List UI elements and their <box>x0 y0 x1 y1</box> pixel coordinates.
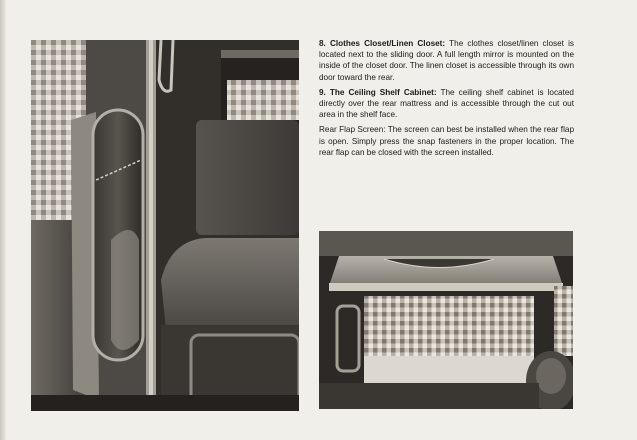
instruction-text <box>319 38 574 162</box>
paragraph-rear-flap <box>319 124 574 158</box>
paragraph-body: Rear Flap Screen: The screen can best be installed when the rear flap is open. Simply press the snap fasteners in the proper location. The rear flap can be closed with the screen installed. <box>319 125 574 157</box>
paragraph-body: The clothes closet/linen closet is located next to the sliding door. A full length mirror is mounted on the inside of the closet door. The linen closet is accessible through its own door toward the rear. <box>319 39 574 82</box>
paragraph-body: The ceiling shelf cabinet is located directly over the rear mattress and is accessible through the cut out area in the shelf face. <box>319 87 574 120</box>
paragraph-heading: 8. Clothes Closet/Linen Closet: <box>319 39 446 48</box>
paragraph-closet <box>319 38 574 83</box>
paragraph-ceiling-shelf <box>319 87 574 121</box>
closet-interior-photo <box>31 40 299 411</box>
paragraph-heading: 9. The Ceiling Shelf Cabinet: <box>319 87 437 97</box>
page-edge <box>0 0 6 440</box>
ceiling-shelf-photo <box>319 231 573 409</box>
